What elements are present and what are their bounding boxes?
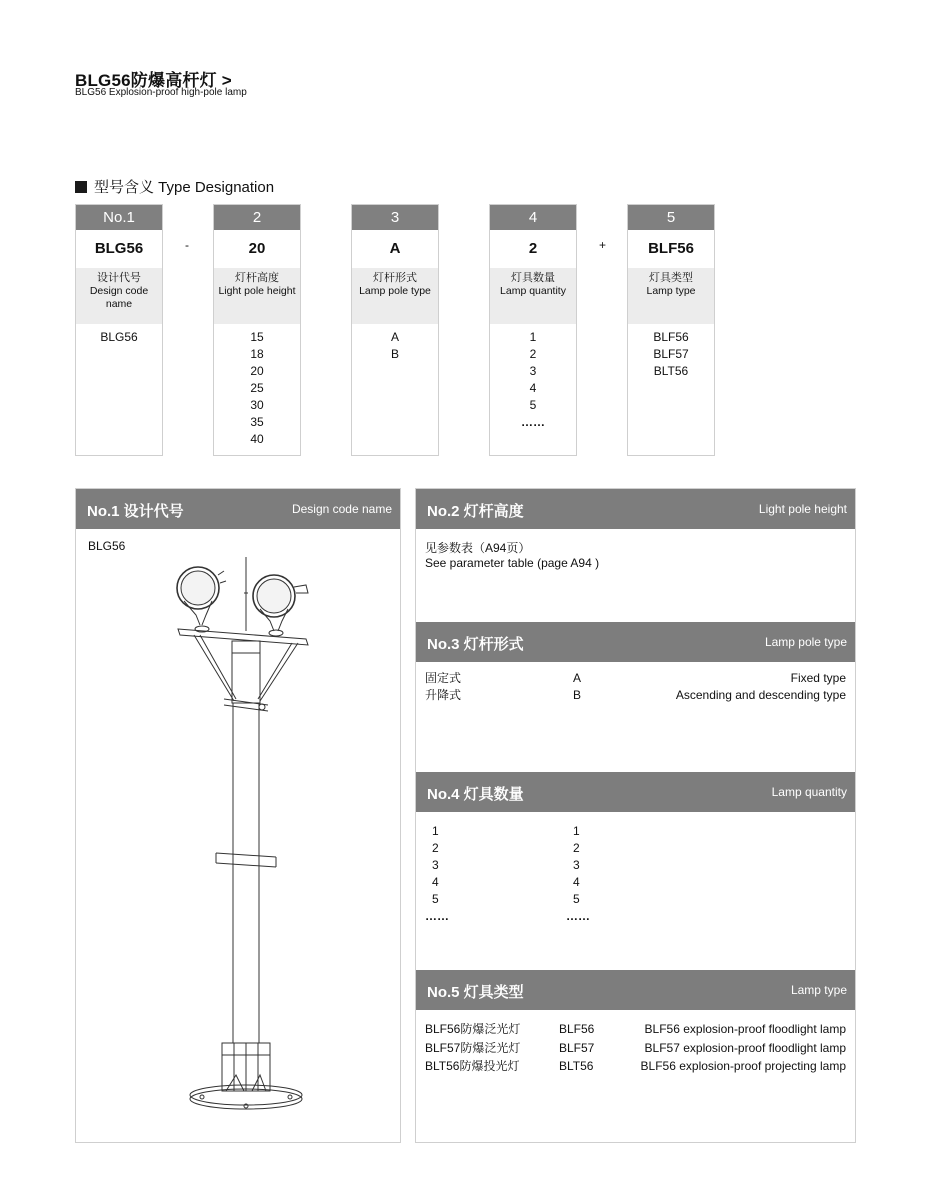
type-options [214, 324, 300, 448]
type-column-value: 20 [248, 240, 266, 257]
option: 25 [250, 381, 264, 395]
option: 5 [529, 398, 537, 412]
list-item: 4 [432, 875, 439, 889]
type-column-label [628, 268, 714, 324]
section-title: No.3 灯杆形式 [427, 636, 524, 653]
option: 15 [250, 330, 264, 344]
lamp-type-cn: BLF57防爆泛光灯 [425, 1041, 521, 1055]
lamp-type-code: BLF57 [559, 1041, 595, 1055]
type-column-label [76, 268, 162, 324]
page-subtitle: BLG56 Explosion-proof high-pole lamp [75, 87, 247, 98]
label-cn: 灯杆形式 [373, 272, 417, 284]
pole-type-en: Ascending and descending type [675, 688, 846, 702]
list-item: 3 [573, 858, 580, 872]
lamp-type-code: BLT56 [559, 1059, 594, 1073]
separator-dash: - [185, 238, 189, 252]
list-item: 2 [432, 841, 439, 855]
section-title: No.5 灯具类型 [427, 984, 524, 1001]
option: 20 [250, 364, 264, 378]
label-cn: 设计代号 [97, 272, 141, 284]
option: BLG56 [100, 330, 138, 344]
pole-type-cn: 固定式 [425, 671, 462, 685]
list-item: 4 [573, 875, 580, 889]
section-title-en: Lamp quantity [771, 785, 847, 799]
type-designation-heading [75, 176, 274, 197]
label-cn: 灯具类型 [649, 272, 693, 284]
option: B [390, 347, 399, 361]
lamp-quantity-col1 [425, 823, 449, 925]
square-bullet-icon [75, 181, 87, 193]
lamp-quantity-header [416, 772, 855, 812]
list-item: 1 [432, 824, 439, 838]
lamp-quantity-col2 [566, 823, 590, 925]
list-item: 1 [573, 824, 580, 838]
option: 18 [250, 347, 264, 361]
section-title-en: Light pole height [758, 502, 847, 516]
list-item: 5 [573, 892, 580, 906]
option: 4 [529, 381, 537, 395]
type-options [76, 324, 162, 346]
pole-type-code: A [573, 671, 582, 685]
type-column-number: 2 [214, 205, 300, 230]
type-designation-label: 型号含义 Type Designation [94, 179, 275, 196]
type-options [490, 324, 576, 431]
section-title: No.2 灯杆高度 [427, 503, 524, 520]
type-column-value: 2 [528, 240, 538, 257]
type-column-label [490, 268, 576, 324]
section-title-en: Design code name [291, 502, 392, 516]
pole-height-note-en: See parameter table (page A94 ) [425, 556, 600, 570]
lamp-type-en: BLF56 explosion-proof floodlight lamp [644, 1022, 846, 1036]
label-en: Lamp quantity [500, 285, 566, 297]
pole-type-header [416, 622, 855, 662]
option: A [390, 330, 399, 344]
option: 30 [250, 398, 264, 412]
type-column-label [352, 268, 438, 324]
option: 3 [529, 364, 537, 378]
pole-type-en: Fixed type [790, 671, 846, 685]
lamp-type-en: BLF57 explosion-proof floodlight lamp [644, 1041, 846, 1055]
high-pole-lamp-drawing [166, 553, 326, 1123]
type-column-label [214, 268, 300, 324]
section-title: No.1 设计代号 [87, 503, 184, 520]
type-column-4 [489, 204, 577, 456]
page-title: BLG56防爆高杆灯 > [75, 71, 232, 90]
type-column-value: A [389, 240, 401, 257]
lamp-type-cn: BLT56防爆投光灯 [425, 1059, 520, 1073]
type-column-2 [213, 204, 301, 456]
type-column-value: BLF56 [648, 240, 694, 257]
list-item: 2 [573, 841, 580, 855]
label-cn: 灯具数量 [511, 272, 555, 284]
design-code-value: BLG56 [88, 539, 126, 553]
option: 35 [250, 415, 264, 429]
option: 2 [529, 347, 537, 361]
details-panel [415, 488, 856, 1143]
section-title: No.4 灯具数量 [427, 786, 524, 803]
type-column-1 [75, 204, 163, 456]
option: BLF57 [653, 347, 689, 361]
list-item: 3 [432, 858, 439, 872]
label-cn: 灯杆高度 [235, 272, 279, 284]
label-en: Light pole height [218, 285, 296, 297]
pole-type-code: B [573, 688, 582, 702]
type-column-3 [351, 204, 439, 456]
lamp-type-code: BLF56 [559, 1022, 595, 1036]
list-item-ellipsis: …… [425, 909, 449, 923]
section-title-en: Lamp pole type [764, 635, 847, 649]
option: BLF56 [653, 330, 689, 344]
lamp-type-cn: BLF56防爆泛光灯 [425, 1022, 521, 1036]
option-ellipsis: …… [521, 415, 545, 429]
section-title-en: Lamp type [790, 983, 847, 997]
label-en: Lamp type [646, 285, 696, 297]
list-item-ellipsis: …… [566, 909, 590, 923]
type-options [352, 324, 438, 363]
type-column-value: BLG56 [94, 240, 144, 257]
list-item: 5 [432, 892, 439, 906]
option: 1 [529, 330, 537, 344]
pole-type-cn: 升降式 [425, 688, 462, 702]
design-code-header [76, 489, 400, 529]
design-code-panel [75, 488, 401, 1143]
type-column-number: 3 [352, 205, 438, 230]
option: 40 [250, 432, 264, 446]
pole-height-header [416, 489, 855, 529]
lamp-type-header [416, 970, 855, 1010]
type-column-number: No.1 [76, 205, 162, 230]
label-en: Design code name [89, 285, 149, 310]
type-options [628, 324, 714, 380]
option: BLT56 [653, 364, 689, 378]
separator-plus: + [599, 238, 607, 252]
type-column-number: 5 [628, 205, 714, 230]
lamp-type-en: BLF56 explosion-proof projecting lamp [640, 1059, 846, 1073]
pole-height-note-cn: 见参数表（A94页） [425, 541, 531, 555]
label-en: Lamp pole type [359, 285, 431, 297]
type-column-5 [627, 204, 715, 456]
type-column-number: 4 [490, 205, 576, 230]
